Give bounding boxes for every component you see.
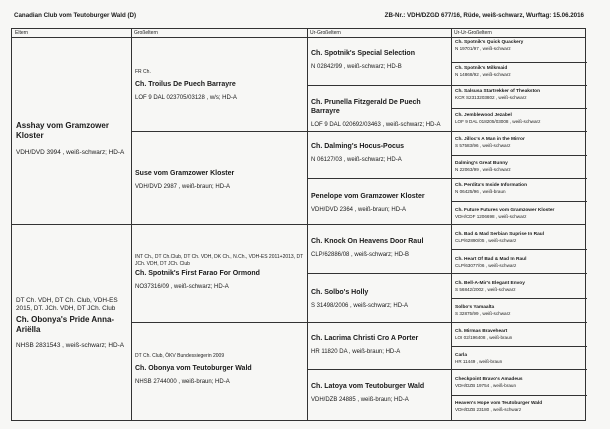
litter-info: ZB-Nr.: VDH/DZGD 677/16, Rüde, weiß-schwarz, Wurftag: 15.06.2016 [384,12,584,19]
dog-details: N 06425/96 , weiß-braun [455,188,506,194]
grandparent [131,169,307,191]
gg-grandparent [451,353,587,364]
divider [307,85,587,86]
divider [451,155,587,156]
gg-grandparent [451,208,587,219]
gg-grandparent [451,232,587,243]
parent-dam [12,297,131,350]
divider [307,369,587,370]
gg-grandparent [451,257,587,268]
dog-name: Ch. Salsusa Startrekker of Theakston [455,89,541,94]
dog-details: S 32875/99 , weiß-schwarz [455,310,511,316]
dog-details: N 22063/99 , weiß-schwarz [455,166,511,172]
title-text: FR Ch. [135,69,151,75]
divider [451,298,587,299]
gg-grandparent [451,377,587,388]
dog-name: Ch. Obonya vom Teutoburger Wald [135,364,252,372]
gg-grandparent [451,161,587,172]
dog-details: VDH/DZB 23180 , weiß-schwarz [455,406,522,412]
dog-details: HR 11449 , weiß-braun [455,358,503,364]
title-text: INT Ch., DT Ch.Club, DT Ch. VDH, DK Ch., N.Ch., VDH-ES 2011+2013, DT JCh. VDH, DT JCh. Club [135,254,304,267]
dog-name: Ch. Solbo's Holly [311,289,369,296]
dog-details: CLP/63077/06 , weiß-schwarz [455,262,517,268]
great-grandparent [307,98,451,129]
dog-details: LOI 02/196408 , weiß-braun [455,334,513,340]
dog-name: Heaven's Hope vom Teutoburger Wald [455,401,543,406]
dog-details: N 14868/92 , weiß-schwarz [455,71,511,77]
dam-title: DT Ch. VDH, DT Ch. Club, VDH-ES 2015, DT. JCh. VDH, DT JCh. Club [16,297,118,312]
gg-grandparent [451,305,587,316]
dog-name: Ch. Prunella Fitzgerald De Puech Barrayre [311,99,421,115]
great-grandparent [307,237,451,259]
gg-grandparent [451,281,587,292]
gg-grandparent [451,89,587,100]
dog-name: Ch. Bell-A-Mir's Elegant Envoy [455,281,525,286]
divider [451,201,587,202]
grandparent [131,69,307,102]
gg-grandparent [451,329,587,340]
dog-details: VDH/DVD 2364 , weiß-braun; HD-A [311,207,407,213]
dog-name: Ch. Jilloc's A Man in the Mirror [455,137,525,142]
dog-name: Ch. Lacrima Christi Cro A Porter [311,335,419,342]
dog-details: LOF 9 DAL 023705/03128 , w/s; HD-A [135,94,237,101]
divider [451,62,587,63]
dog-name: Ch. Spotnik's Milkmaid [455,66,508,71]
dog-details: N 02842/99 , weiß-schwarz; HD-B [311,64,402,70]
divider [451,346,587,347]
dog-details: VDH/DZB 24885 , weiß-braun; HD-A [311,397,409,403]
gg-grandparent [451,66,587,77]
dog-details: S 31498/2006 , weiß-schwarz; HD-A [311,303,409,309]
grandparent [131,353,307,386]
great-grandparent [307,382,451,404]
dog-name: Penelope vom Gramzower Kloster [311,193,425,200]
col-urgrosseltern: Ur-Großeltern [307,29,451,38]
dog-name: Ch. Jemblewood Jezabel [455,113,512,118]
dog-name: Ch. Future Futures vom Gramzower Kloster [455,208,555,213]
dog-name: Solbo's Yamaalta [455,305,495,310]
dog-name: Carla [455,353,467,358]
gg-grandparent [451,183,587,194]
club-title: Canadian Club vom Teutoburger Wald (D) [14,12,137,19]
dog-details: VDH/CDF 1206698 , weiß-schwarz [455,213,527,219]
dog-details: NHSB 2744000 , weiß-braun; HD-A [135,378,230,385]
dog-details: KCR S2313203802 , weiß-schwarz [455,94,527,100]
divider [451,249,587,250]
dog-details: LOF 9 DAL 020692/03463 , weiß-schwarz; HD-A [311,122,441,128]
great-grandparent [307,334,451,356]
dog-details: N 06127/03 , weiß-schwarz; HD-A [311,157,402,163]
pedigree-table [11,28,586,421]
dog-details: S 57583/96 , weiß-schwarz [455,142,511,148]
grandparent [131,254,307,291]
dog-name: Ch. Spotnik's First Farao For Ormond [135,270,260,277]
dog-name: Ch. Mirmas Braveheart [455,329,508,334]
dog-details: VDH/DZB 19754 , weiß-braun [455,382,517,388]
divider [451,395,587,396]
gg-grandparent [451,137,587,148]
dog-name: Ch. Spotnik's Quick Quackery [455,40,524,45]
dog-details: CLP/62886/08 , weiß-schwarz; HD-B [311,252,410,258]
parent-sire [12,121,131,157]
great-grandparent [307,288,451,310]
dog-name: Checkpoint Bravo's Amadeus [455,377,523,382]
dog-name: Ch. Perdita's Inside Information [455,183,528,188]
dog-details: LOF 9 DAL 018205/03008 , weiß-schwarz [455,118,541,124]
dog-name: Ch. Dalming's Hocus-Pocus [311,143,405,150]
dog-name: Ch. Knock On Heavens Door Raul [311,238,424,245]
great-grandparent [307,142,451,164]
dog-details: NO37316/09 , weiß-schwarz; HD-A [135,284,229,290]
great-grandparent [307,192,451,214]
divider [307,178,587,179]
dam-details: NHSB 2831543 , weiß-schwarz; HD-A [16,342,124,349]
divider [131,131,587,132]
title-text: DT Ch. Club, ÖKV Bundessiegerin 2009 [135,353,225,359]
dog-details: HR 11820 DA , weiß-braun; HD-A [311,349,401,355]
divider [131,322,587,323]
dog-name: Dalming's Great Bunny [455,161,508,166]
dam-name: Ch. Obonya's Pride Anna-Ariëlla [16,315,115,334]
dog-name: Ch. Latoya vom Teutoburger Wald [311,383,425,390]
dog-details: S 56842/2002 , weiß-schwarz [455,286,516,292]
divider [451,108,587,109]
gg-grandparent [451,40,587,51]
col-ururgrosseltern: Ur-Ur-Großeltern [451,29,586,38]
col-grosseltern: Großeltern [131,29,307,38]
dog-name: Suse vom Gramzower Kloster [135,170,235,177]
dog-details: N 19701/97 , weiß-schwarz [455,45,511,51]
dog-name: Ch. Troilus De Puech Barrayre [135,80,236,88]
dog-name: Ch. Spotnik's Special Selection [311,50,415,57]
dog-details: CLP/62890/05 , weiß-schwarz [455,237,517,243]
dog-name: Ch. Heart Of Bad & Mad In Raul [455,257,527,262]
divider [307,273,587,274]
dog-name: Ch. Bad & Mad Serbian Suprise In Raul [455,232,545,237]
gg-grandparent [451,401,587,412]
divider [12,224,585,225]
col-eltern: Eltern [12,29,131,38]
sire-name: Asshay vom Gramzower Kloster [16,121,109,140]
great-grandparent [307,49,451,71]
dog-details: VDH/DVD 2987 , weiß-braun; HD-A [135,184,231,190]
gg-grandparent [451,113,587,124]
sire-details: VDH/DVD 3994 , weiß-schwarz; HD-A [16,149,125,156]
